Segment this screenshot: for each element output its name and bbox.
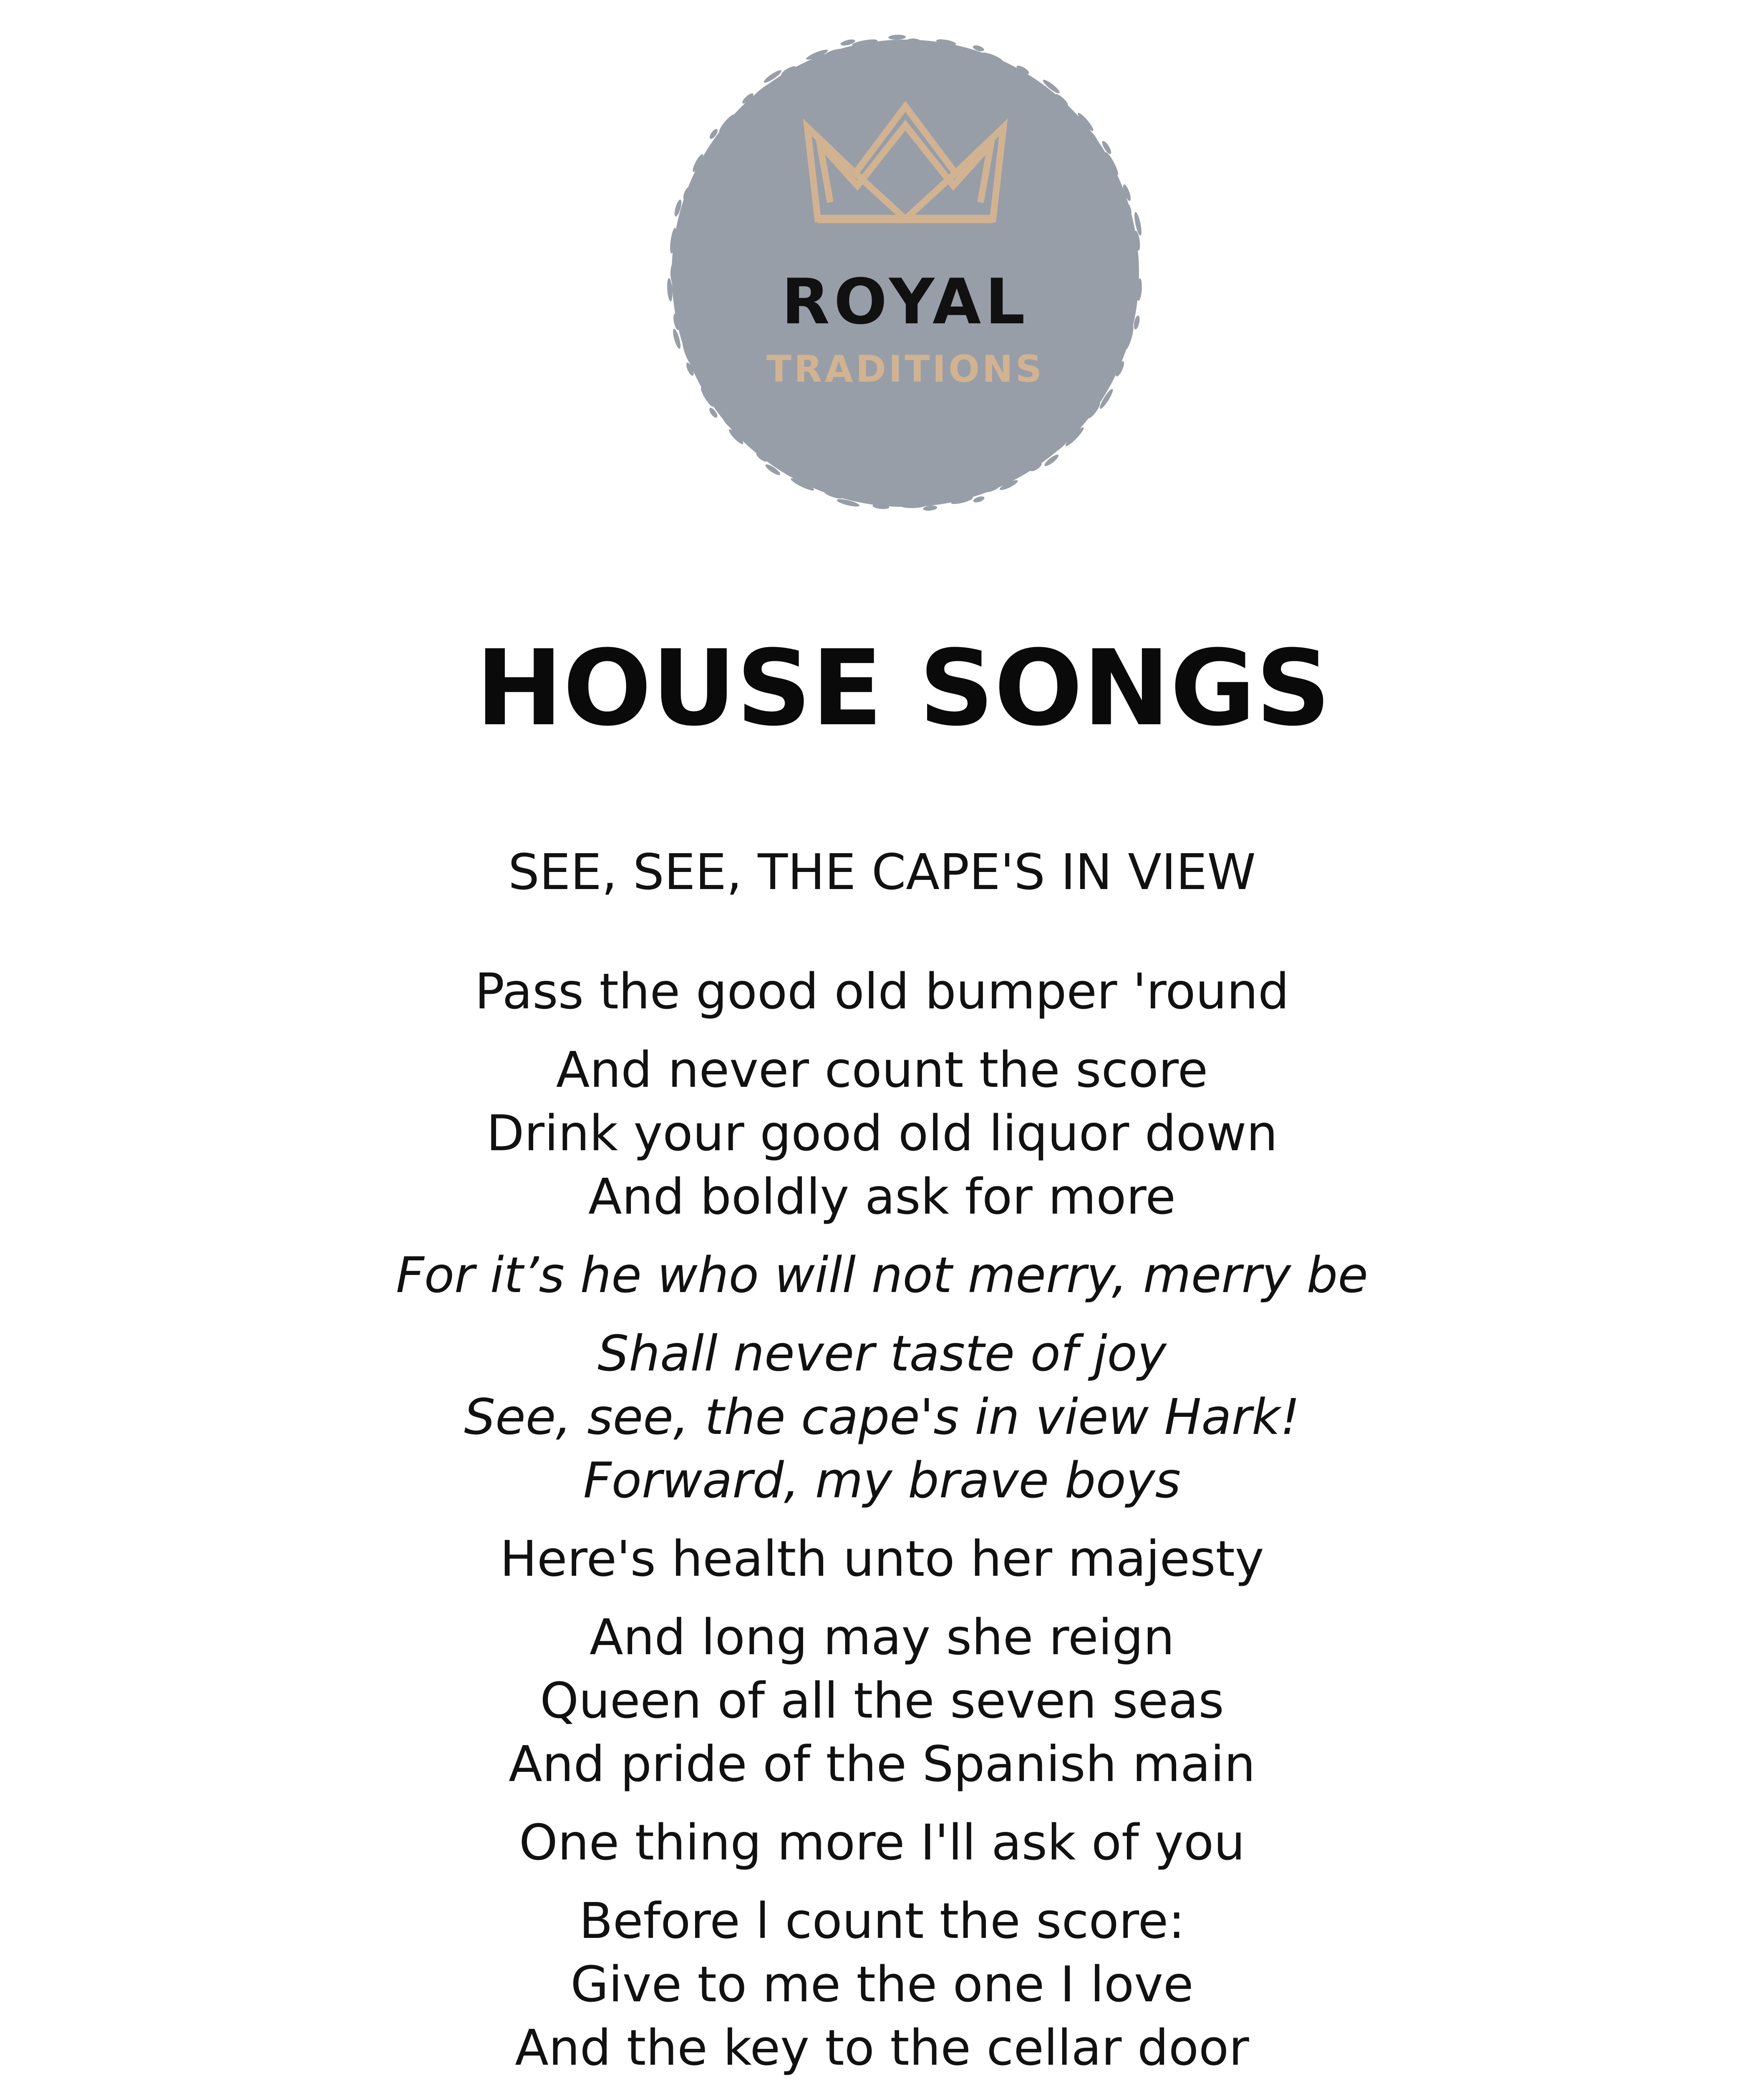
chorus-stanza — [0, 1322, 1764, 1512]
verse-stanza — [0, 1527, 1764, 1590]
song-title: SEE, SEE, THE CAPE'S IN VIEW — [508, 843, 1256, 901]
logo-subtitle: TRADITIONS — [766, 348, 1045, 390]
lyric-line: Forward, my brave boys — [583, 1451, 1181, 1509]
lyric-line: And boldly ask for more — [588, 1168, 1176, 1225]
verse-stanza — [0, 1038, 1764, 1228]
lyric-line: And long may she reign — [589, 1608, 1175, 1666]
lyric-line: And the key to the cellar door — [515, 2019, 1249, 2076]
lyric-line: Give to me the one I love — [570, 1955, 1194, 2013]
lyric-line: Pass the good old bumper 'round — [474, 962, 1290, 1020]
royal-traditions-logo — [655, 23, 1156, 524]
lyric-line: See, see, the cape's in view Hark! — [464, 1388, 1300, 1446]
lyric-line: Before l count the score: — [579, 1892, 1185, 1950]
lyric-line: Here's health unto her majesty — [500, 1530, 1264, 1587]
lyric-line: One thing more I'll ask of you — [519, 1814, 1245, 1871]
lyric-line: And never count the score — [556, 1041, 1208, 1098]
lyric-line: For it’s he who will not merry, merry be — [396, 1246, 1368, 1304]
lyric-line: Queen of all the seven seas — [540, 1672, 1224, 1729]
verse-stanza — [0, 960, 1764, 1023]
verse-stanza — [0, 1811, 1764, 1874]
verse-stanza — [0, 1605, 1764, 1796]
logo-title: ROYAL — [781, 266, 1029, 338]
lyric-line: Shall never taste of joy — [597, 1325, 1167, 1382]
page-title: HOUSE SONGS — [476, 627, 1331, 749]
verse-stanza — [0, 1889, 1764, 2079]
song-lyrics — [0, 960, 1764, 2086]
lyric-line: Drink your good old liquor down — [486, 1104, 1278, 1162]
chorus-stanza — [0, 1243, 1764, 1307]
lyric-line: And pride of the Spanish main — [509, 1735, 1255, 1793]
song — [0, 843, 1764, 2086]
